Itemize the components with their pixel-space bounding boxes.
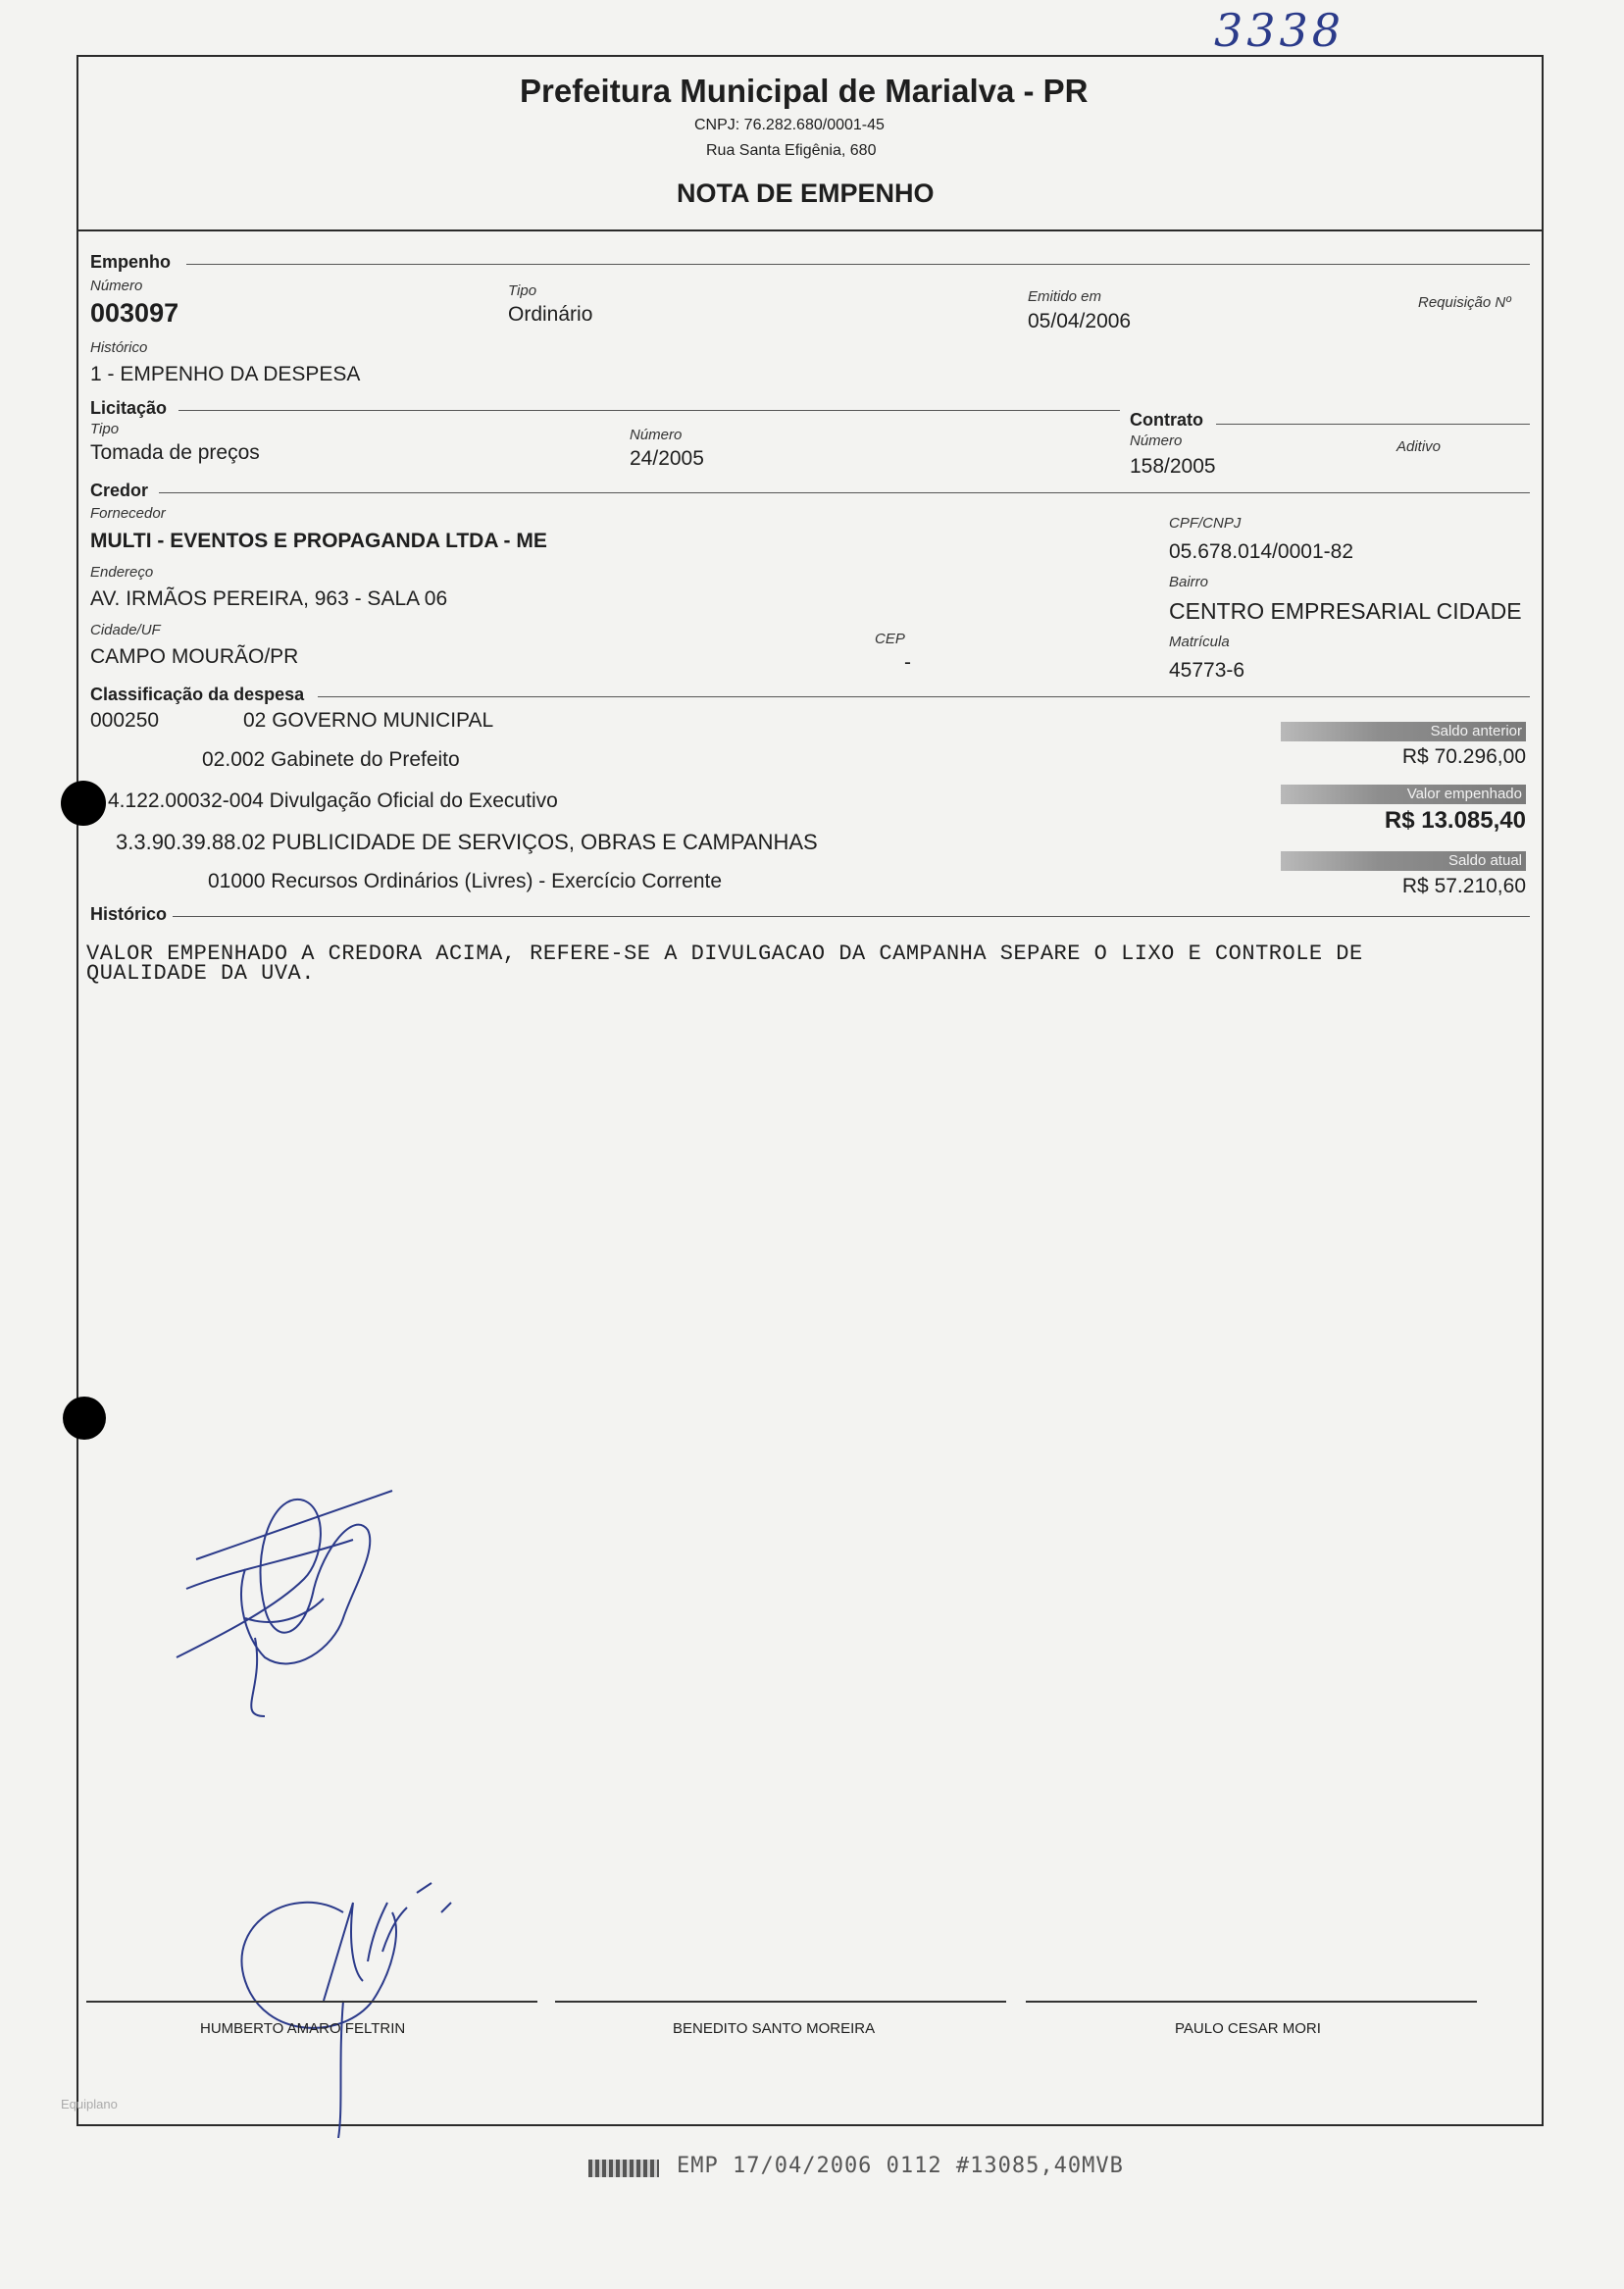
contrato-rule xyxy=(1216,424,1530,425)
saldo-anterior-label: Saldo anterior xyxy=(1281,722,1526,741)
historico-line-2: QUALIDADE DA UVA. xyxy=(86,961,315,986)
credor-matricula: 45773-6 xyxy=(1169,659,1245,682)
classificacao-unidade: 02.002 Gabinete do Prefeito xyxy=(202,748,460,771)
credor-bairro: CENTRO EMPRESARIAL CIDADE xyxy=(1169,598,1522,624)
credor-cnpj: 05.678.014/0001-82 xyxy=(1169,540,1354,563)
licitacao-tipo-label: Tipo xyxy=(90,421,120,437)
credor-cidade: CAMPO MOURÃO/PR xyxy=(90,645,299,668)
signature-scribble-bottom xyxy=(206,1844,481,2138)
classificacao-elemento: 3.3.90.39.88.02 PUBLICIDADE DE SERVIÇOS, OBRAS E CAMPANHAS xyxy=(116,830,818,854)
classificacao-recurso: 01000 Recursos Ordinários (Livres) - Exercício Corrente xyxy=(208,870,723,892)
credor-rule xyxy=(159,492,1530,493)
punch-hole-upper xyxy=(61,781,106,826)
requisicao-label: Requisição Nº xyxy=(1418,294,1511,311)
credor-section-title: Credor xyxy=(90,481,149,500)
municipality-title: Prefeitura Municipal de Marialva - PR xyxy=(520,73,1089,109)
empenho-rule xyxy=(186,264,1530,265)
empenho-section-title: Empenho xyxy=(90,252,172,272)
empenho-historico: 1 - EMPENHO DA DESPESA xyxy=(90,363,361,385)
cep-label: CEP xyxy=(875,631,905,647)
classificacao-acao: 4.122.00032-004 Divulgação Oficial do Executivo xyxy=(108,789,558,812)
municipality-cnpj: CNPJ: 76.282.680/0001-45 xyxy=(694,117,885,133)
software-footer: Equiplano xyxy=(61,2097,118,2111)
document-title: NOTA DE EMPENHO xyxy=(677,178,935,208)
empenho-numero-label: Número xyxy=(90,278,143,294)
empenho-historico-label: Histórico xyxy=(90,339,148,356)
emitido-date: 05/04/2006 xyxy=(1028,310,1132,332)
historico-rule xyxy=(173,916,1530,917)
contrato-numero: 158/2005 xyxy=(1130,455,1216,478)
credor-cep: - xyxy=(904,651,911,674)
stamp-icon xyxy=(588,2160,659,2177)
bottom-stamp: EMP 17/04/2006 0112 #13085,40MVB xyxy=(677,2154,1124,2178)
matricula-label: Matrícula xyxy=(1169,634,1230,650)
signature-line-2 xyxy=(555,2001,1006,2003)
historico-section-title: Histórico xyxy=(90,904,168,924)
signature-name-1: HUMBERTO AMARO FELTRIN xyxy=(200,2020,406,2037)
saldo-atual-value: R$ 57.210,60 xyxy=(1401,875,1526,897)
handwritten-page-number: 3338 xyxy=(1214,4,1345,57)
empenho-tipo-label: Tipo xyxy=(508,282,537,299)
classificacao-code: 000250 xyxy=(90,709,160,732)
signature-line-3 xyxy=(1026,2001,1477,2003)
empenho-numero: 003097 xyxy=(90,298,179,328)
saldo-atual-label: Saldo atual xyxy=(1281,851,1526,871)
cidade-label: Cidade/UF xyxy=(90,622,161,638)
bairro-label: Bairro xyxy=(1169,574,1209,590)
contrato-section-title: Contrato xyxy=(1130,410,1203,430)
aditivo-label: Aditivo xyxy=(1396,438,1442,455)
signature-scribble-left xyxy=(157,1471,412,1726)
municipality-address: Rua Santa Efigênia, 680 xyxy=(706,142,877,159)
classificacao-rule xyxy=(318,696,1530,697)
licitacao-section-title: Licitação xyxy=(90,398,168,418)
licitacao-rule xyxy=(178,410,1120,411)
valor-empenhado-label: Valor empenhado xyxy=(1281,785,1526,804)
emitido-label: Emitido em xyxy=(1028,288,1102,305)
historico-line-1: VALOR EMPENHADO A CREDORA ACIMA, REFERE-SE A DIVULGACAO DA CAMPANHA SEPARE O LIXO E CONTROLE DE xyxy=(86,941,1363,966)
licitacao-numero: 24/2005 xyxy=(630,447,704,470)
cnpj-label: CPF/CNPJ xyxy=(1169,515,1242,532)
empenho-tipo: Ordinário xyxy=(508,303,593,326)
licitacao-numero-label: Número xyxy=(630,427,683,443)
credor-endereco: AV. IRMÃOS PEREIRA, 963 - SALA 06 xyxy=(90,587,448,610)
saldo-anterior-value: R$ 70.296,00 xyxy=(1401,745,1526,768)
contrato-numero-label: Número xyxy=(1130,432,1183,449)
signature-name-3: PAULO CESAR MORI xyxy=(1175,2020,1321,2037)
licitacao-tipo: Tomada de preços xyxy=(90,441,260,464)
valor-empenhado-value: R$ 13.085,40 xyxy=(1384,807,1526,834)
header-divider xyxy=(76,229,1544,231)
classificacao-section-title: Classificação da despesa xyxy=(90,685,305,704)
endereco-label: Endereço xyxy=(90,564,154,581)
classificacao-orgao: 02 GOVERNO MUNICIPAL xyxy=(243,709,494,732)
fornecedor-name: MULTI - EVENTOS E PROPAGANDA LTDA - ME xyxy=(90,530,547,552)
signature-line-1 xyxy=(86,2001,537,2003)
signature-name-2: BENEDITO SANTO MOREIRA xyxy=(673,2020,876,2037)
punch-hole-lower xyxy=(63,1397,106,1440)
fornecedor-label: Fornecedor xyxy=(90,505,166,522)
